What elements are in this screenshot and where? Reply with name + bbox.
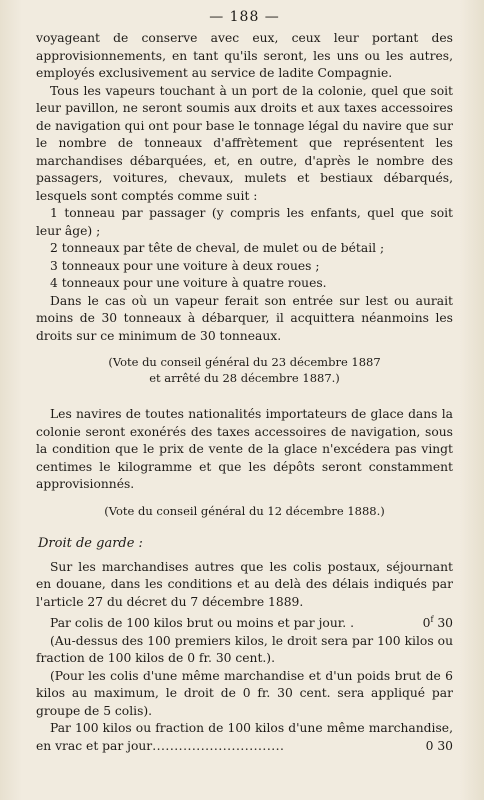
paragraph-continuation: voyageant de conserve avec eux, ceux leur portant des approvisionnements, en tant qu'ils seront, les uns ou les autres, employés exclusivement au service de ladite Compagnie.	[36, 31, 453, 80]
paragraph-vrac: Par 100 kilos ou fraction de 100 kilos d'une même marchandise, en vrac et par jour.............................. 0 30	[36, 720, 453, 755]
paragraph-glace: Les navires de toutes nationalités importateurs de glace dans la colonie seront exonérés des taxes accessoires de navigation, sous la condition que le prix de vente de la glace n'excédera pas vingt centimes le kilogramme et que les dépôts seront constamment approvisionnés.	[36, 407, 453, 491]
paragraph-au-dessus: (Au-dessus des 100 premiers kilos, le droit sera par 100 kilos ou fraction de 100 kilos de 0 fr. 30 cent.).	[36, 633, 453, 666]
rate-line-colis	[36, 611, 453, 633]
vote-note-1887-line2: et arrêté du 28 décembre 1887.)	[149, 371, 340, 385]
paragraph-vapeurs: Tous les vapeurs touchant à un port de la colonie, quel que soit leur pavillon, ne seront soumis aux droits et aux taxes accessoires de navigation qui ont pour base le tonnage légal du navire que sur le nombre de tonneaux d'affrètement que représentent les marchandises débarquées, et, en outre, d'après le nombre des passagers, voitures, chevaux, mulets et bestiaux débarqués, lesquels sont comptés comme suit :	[36, 83, 453, 203]
rate-line-text: Par colis de 100 kilos brut ou moins et par jour. .	[50, 616, 354, 631]
list-item-2: 2 tonneaux par tête de cheval, de mulet ou de bétail ;	[50, 241, 385, 255]
vote-note-1888: (Vote du conseil général du 12 décembre 1888.)	[104, 503, 385, 518]
paragraph-colis-groupe: (Pour les colis d'une même marchandise et d'un poids brut de 6 kilos au maximum, le droit de 0 fr. 30 cent. sera appliqué par groupe de 5 colis).	[36, 668, 453, 718]
rate-amount: 0$^f$ 30	[422, 615, 453, 631]
rate-amount-vrac: 0 30	[425, 738, 453, 753]
list-item-3: 3 tonneaux pour une voiture à deux roues ;	[50, 258, 320, 273]
list-item-1: 1 tonneau par passager (y compris les enfants, quel que soit leur âge) ;	[36, 206, 453, 238]
list-item-4: 4 tonneaux pour une voiture à quatre roues.	[50, 276, 327, 290]
paragraph-marchandises: Sur les marchandises autres que les colis postaux, séjournant en douane, dans les conditions et au delà des délais indiqués par l'article 27 du décret du 7 décembre 1889.	[36, 559, 453, 609]
page-number: — 188 —	[209, 9, 280, 25]
section-heading-droit-de-garde: Droit de garde :	[38, 535, 143, 551]
vote-note-1887-line1: (Vote du conseil général du 23 décembre 1887	[108, 355, 381, 369]
paragraph-lest: Dans le cas où un vapeur ferait son entrée sur lest ou aurait moins de 30 tonneaux à débarquer, il acquittera néanmoins les droits sur ce minimum de 30 tonneaux.	[36, 293, 453, 343]
dot-leader: ..............................	[152, 738, 285, 753]
